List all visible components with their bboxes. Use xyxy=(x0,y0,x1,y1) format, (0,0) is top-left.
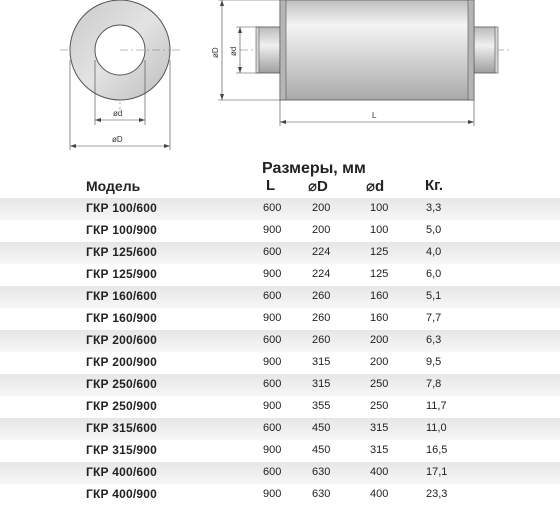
weight-cell: 23,3 xyxy=(426,488,448,500)
inner-diameter-cell: 315 xyxy=(370,422,389,434)
front-D-label: øD xyxy=(112,135,123,144)
weight-cell: 5,1 xyxy=(426,290,442,302)
table-header xyxy=(0,160,560,200)
inner-diameter-cell: 160 xyxy=(370,290,389,302)
inner-diameter-cell: 315 xyxy=(370,444,389,456)
model-cell: ГКР 200/900 xyxy=(86,355,158,369)
weight-cell: 11,7 xyxy=(426,400,447,412)
model-cell: ГКР 315/600 xyxy=(86,421,158,435)
inner-diameter-cell: 200 xyxy=(370,356,389,368)
outer-diameter-cell: 224 xyxy=(312,246,331,258)
length-cell: 600 xyxy=(263,202,282,214)
outer-diameter-cell: 260 xyxy=(312,334,331,346)
length-cell: 900 xyxy=(263,400,282,412)
table-row xyxy=(0,242,560,264)
inner-diameter-cell: 250 xyxy=(370,378,389,390)
column-header-model: Модель xyxy=(86,178,141,194)
outer-diameter-cell: 224 xyxy=(312,268,331,280)
length-cell: 900 xyxy=(263,356,282,368)
outer-diameter-cell: 450 xyxy=(312,444,331,456)
length-cell: 900 xyxy=(263,268,282,280)
length-cell: 900 xyxy=(263,488,282,500)
outer-diameter-cell: 315 xyxy=(312,356,331,368)
length-cell: 600 xyxy=(263,246,282,258)
model-cell: ГКР 100/600 xyxy=(86,201,158,215)
outer-diameter-cell: 260 xyxy=(312,290,331,302)
length-cell: 600 xyxy=(263,378,282,390)
weight-cell: 3,3 xyxy=(426,202,442,214)
table-row xyxy=(0,198,560,220)
side-d-label: ød xyxy=(229,46,238,56)
inner-diameter-cell: 200 xyxy=(370,334,389,346)
length-cell: 600 xyxy=(263,466,282,478)
model-cell: ГКР 200/600 xyxy=(86,333,158,347)
inner-diameter-cell: 250 xyxy=(370,400,389,412)
length-cell: 900 xyxy=(263,224,282,236)
side-D-label: øD xyxy=(211,47,220,58)
length-cell: 600 xyxy=(263,334,282,346)
column-header-L: L xyxy=(266,177,276,194)
inner-diameter-cell: 160 xyxy=(370,312,389,324)
table-row xyxy=(0,484,560,506)
side-view xyxy=(211,0,512,126)
outer-diameter-cell: 450 xyxy=(312,422,331,434)
weight-cell: 4,0 xyxy=(426,246,442,258)
column-header-d: ⌀d xyxy=(366,178,385,195)
length-cell: 600 xyxy=(263,422,282,434)
front-d-label: ød xyxy=(113,109,123,118)
technical-drawing xyxy=(0,0,560,160)
weight-cell: 6,0 xyxy=(426,268,442,280)
side-L-label: L xyxy=(372,111,377,120)
weight-cell: 9,5 xyxy=(426,356,442,368)
inner-diameter-cell: 125 xyxy=(370,268,389,280)
length-cell: 900 xyxy=(263,312,282,324)
weight-cell: 17,1 xyxy=(426,466,448,478)
outer-diameter-cell: 355 xyxy=(312,400,331,412)
inner-diameter-cell: 100 xyxy=(370,224,389,236)
table-row xyxy=(0,286,560,308)
column-header-D: ⌀D xyxy=(308,178,328,195)
model-cell: ГКР 315/900 xyxy=(86,443,158,457)
model-cell: ГКР 250/600 xyxy=(86,377,158,391)
model-cell: ГКР 160/600 xyxy=(86,289,158,303)
table-row xyxy=(0,396,560,418)
column-header-kg: Кг. xyxy=(425,177,444,194)
inner-diameter-cell: 400 xyxy=(370,466,389,478)
model-cell: ГКР 400/900 xyxy=(86,487,158,501)
outer-diameter-cell: 260 xyxy=(312,312,331,324)
front-view xyxy=(60,0,180,150)
table-row xyxy=(0,220,560,242)
length-cell: 900 xyxy=(263,444,282,456)
weight-cell: 7,7 xyxy=(426,312,442,324)
table-row xyxy=(0,462,560,484)
inner-diameter-cell: 125 xyxy=(370,246,389,258)
dimensions-group-header: Размеры, мм xyxy=(262,160,366,177)
model-cell: ГКР 125/900 xyxy=(86,267,158,281)
inner-diameter-cell: 100 xyxy=(370,202,389,214)
outer-diameter-cell: 200 xyxy=(312,202,331,214)
weight-cell: 6,3 xyxy=(426,334,442,346)
table-row xyxy=(0,308,560,330)
model-cell: ГКР 100/900 xyxy=(86,223,158,237)
weight-cell: 16,5 xyxy=(426,444,448,456)
outer-diameter-cell: 630 xyxy=(312,466,331,478)
weight-cell: 5,0 xyxy=(426,224,442,236)
weight-cell: 11,0 xyxy=(426,422,447,434)
table-row xyxy=(0,418,560,440)
table-row xyxy=(0,374,560,396)
model-cell: ГКР 160/900 xyxy=(86,311,158,325)
model-cell: ГКР 400/600 xyxy=(86,465,158,479)
table-row xyxy=(0,264,560,286)
weight-cell: 7,8 xyxy=(426,378,442,390)
inner-diameter-cell: 400 xyxy=(370,488,389,500)
model-cell: ГКР 250/900 xyxy=(86,399,158,413)
table-row xyxy=(0,352,560,374)
outer-diameter-cell: 630 xyxy=(312,488,331,500)
table-row xyxy=(0,440,560,462)
outer-diameter-cell: 200 xyxy=(312,224,331,236)
length-cell: 600 xyxy=(263,290,282,302)
table-row xyxy=(0,330,560,352)
outer-diameter-cell: 315 xyxy=(312,378,331,390)
model-cell: ГКР 125/600 xyxy=(86,245,158,259)
